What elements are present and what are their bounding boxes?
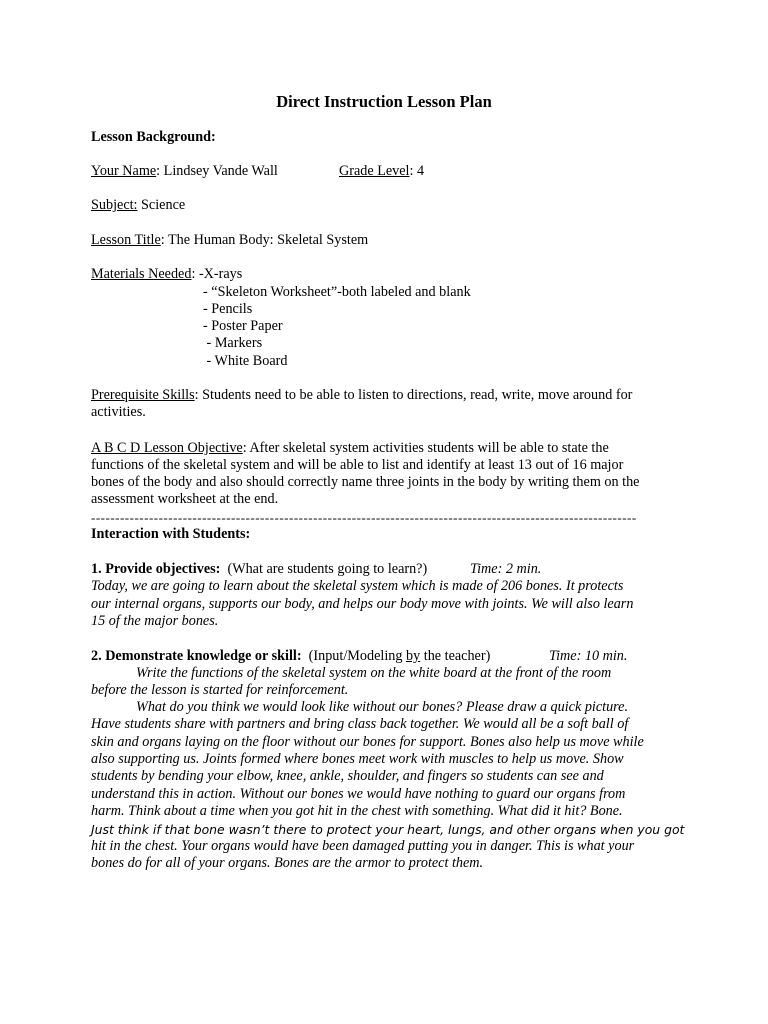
lesson-title-label: Lesson Title [91, 232, 161, 248]
step2-text: understand this in action. Without our bones we would have nothing to guard our organs from [91, 786, 626, 802]
name-row [91, 163, 278, 180]
interaction-heading: Interaction with Students: [91, 526, 251, 542]
step2-text: before the lesson is started for reinforcement. [91, 682, 349, 698]
step2-text: skin and organs laying on the floor without our bones for support. Bones also help us move while [91, 734, 644, 750]
lesson-background-heading: Lesson Background: [91, 129, 216, 145]
step2-text: harm. Think about a time when you got hit in the chest with something. What did it hit? Bone. [91, 803, 623, 819]
prereq-row [91, 387, 632, 404]
step2-text: Have students share with partners and bring class back together. We would all be a soft ball of [91, 716, 629, 732]
subject-row [91, 197, 185, 214]
separator-line: ----------------------------------------------------------------------------------------------------------------- [91, 510, 637, 525]
step2-text: Just think if that bone wasn’t there to protect your heart, lungs, and other organs when you got [91, 822, 685, 837]
step2-text: hit in the chest. Your organs would have been damaged putting you in danger. This is what your [91, 838, 635, 854]
materials-label: Materials Needed [91, 266, 192, 282]
prereq-text: activities. [91, 404, 146, 420]
subject-label: Subject: [91, 197, 138, 213]
objective-label: A B C D Lesson Objective [91, 440, 243, 456]
materials-item: - Pencils [203, 301, 253, 317]
name-label: Your Name [91, 163, 157, 179]
step2-text: Write the functions of the skeletal system on the white board at the front of the room [136, 665, 612, 681]
step1-text: our internal organs, supports our body, and helps our body move with joints. We will also learn [91, 596, 634, 612]
materials-item: - Markers [203, 335, 263, 351]
step1-text: Today, we are going to learn about the skeletal system which is made of 206 bones. It protects [91, 578, 624, 594]
objective-text: : After skeletal system activities students will be able to state the [242, 440, 609, 456]
name-value: : Lindsey Vande Wall [156, 163, 278, 179]
step2-time: Time: 10 min. [549, 648, 628, 664]
step2-text: also supporting us. Joints formed where bones meet work with muscles to help us move. Show [91, 751, 624, 767]
step2-text: bones do for all of your organs. Bones are the armor to protect them. [91, 855, 484, 871]
lesson-title-value: : The Human Body: Skeletal System [160, 232, 369, 248]
grade-value: : 4 [409, 163, 425, 179]
step2-heading: 2. Demonstrate knowledge or skill: [91, 648, 302, 664]
prereq-text: : Students need to be able to listen to directions, read, write, move around for [194, 387, 633, 403]
step2-input-by: by [406, 648, 421, 664]
objective-row [91, 440, 609, 457]
objective-text: bones of the body and also should correctly name three joints in the body by writing them on the [91, 474, 640, 490]
step1-heading: 1. Provide objectives: [91, 561, 221, 577]
page-title: Direct Instruction Lesson Plan [276, 92, 492, 111]
grade-label: Grade Level [339, 163, 410, 179]
step2-input: (Input/Modeling [301, 648, 407, 664]
step1-question: (What are students going to learn?) [220, 561, 428, 577]
materials-item: - “Skeleton Worksheet”-both labeled and blank [203, 284, 471, 300]
objective-text: functions of the skeletal system and will be able to list and identify at least 13 out of 16 major [91, 457, 624, 473]
step2-input: the teacher) [420, 648, 491, 664]
step2-text: students by bending your elbow, knee, ankle, shoulder, and fingers so students can see and [91, 768, 604, 784]
grade-row [339, 163, 424, 180]
prereq-label: Prerequisite Skills [91, 387, 195, 403]
materials-item: - Poster Paper [203, 318, 283, 334]
objective-text: assessment worksheet at the end. [91, 491, 279, 507]
materials-item: : -X-rays [191, 266, 243, 282]
step1-time: Time: 2 min. [470, 561, 542, 577]
subject-value: Science [137, 197, 186, 213]
lesson-title-row [91, 232, 368, 249]
step1-text: 15 of the major bones. [91, 613, 219, 629]
step2-text: What do you think we would look like without our bones? Please draw a quick picture. [136, 699, 629, 715]
step2-heading-row [91, 648, 490, 665]
materials-item: - White Board [203, 353, 288, 369]
step1-heading-row [91, 561, 427, 578]
materials-row [91, 266, 242, 283]
